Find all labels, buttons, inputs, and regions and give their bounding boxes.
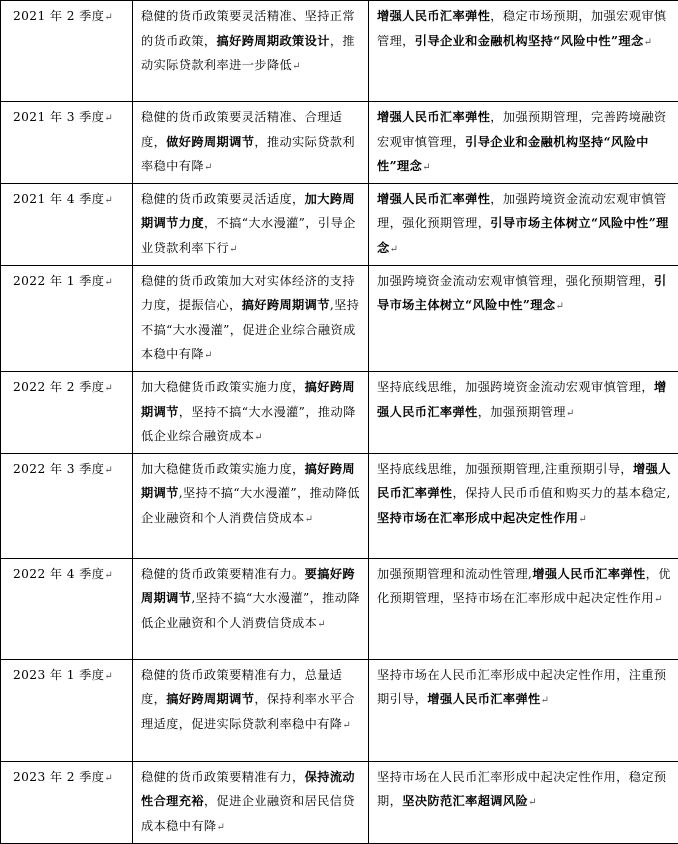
paragraph-mark: ↵ (528, 797, 537, 808)
quarter-label: 2023 年 1 季度 (13, 668, 104, 682)
table-row (1, 659, 678, 761)
paragraph-mark: ↵ (654, 594, 663, 605)
text-segment: ，稳定市场预期，加强宏观审慎管理， (377, 9, 667, 48)
text-segment: 坚持市场在人民币汇率形成中起决定性作用，稳定预期， (377, 770, 667, 809)
paragraph-mark: ↵ (292, 61, 301, 72)
bold-text-segment: 引导市场主体树立“风险中性”理念 (377, 216, 669, 255)
paragraph-mark: ↵ (644, 37, 653, 48)
quarter-label: 2022 年 4 季度 (13, 567, 104, 581)
bold-text-segment: 增强人民币汇率弹性 (377, 462, 671, 501)
bold-text-segment: 引导市场主体树立“风险中性”理念 (377, 274, 667, 313)
text-segment: ，加强预期管理，完善跨境融资宏观审慎管理， (377, 110, 667, 149)
quarter-label: 2021 年 2 季度 (13, 9, 104, 23)
exchange-rate-cell (369, 453, 678, 558)
bold-text-segment: 要搞好跨周期调节 (141, 567, 355, 606)
quarter-cell (1, 183, 133, 265)
text-segment: 稳健的货币政策加大对实体经济的支持力度，提振信心， (141, 274, 355, 313)
paragraph-mark: ↵ (305, 514, 314, 525)
paragraph-mark: ↵ (104, 773, 113, 784)
monetary-policy-cell (133, 453, 369, 558)
quarter-label: 2021 年 4 季度 (13, 192, 104, 206)
quarter-cell (1, 659, 133, 761)
quarter-cell (1, 102, 133, 184)
text-segment: ，加强预期管理 (478, 405, 566, 419)
paragraph-mark: ↵ (555, 301, 564, 312)
table-row (1, 102, 678, 184)
quarter-label: 2021 年 3 季度 (13, 110, 104, 124)
paragraph-mark: ↵ (342, 720, 351, 731)
paragraph-mark: ↵ (204, 162, 213, 173)
paragraph-mark: ↵ (229, 244, 238, 255)
quarter-label: 2022 年 2 季度 (13, 380, 104, 394)
bold-text-segment: 搞好跨周期调节 (166, 692, 254, 706)
exchange-rate-cell (369, 1, 678, 102)
quarter-label: 2022 年 3 季度 (13, 462, 104, 476)
bold-text-segment: 做好跨周期调节 (166, 135, 254, 149)
table-row (1, 183, 678, 265)
bold-text-segment: 增强人民币汇率弹性 (377, 380, 667, 419)
text-segment: ，优化预期管理，坚持市场在汇率形成中起决定性作用 (377, 567, 671, 606)
monetary-policy-cell (133, 1, 369, 102)
text-segment: 坚持底线思维，加强跨境资金流动宏观审慎管理， (377, 380, 654, 394)
bold-text-segment: 增强人民币汇率弹性 (377, 110, 490, 124)
text-segment: ,坚持不搞“大水漫灌”，推动降低企业融资和个人消费信贷成本 (141, 591, 360, 630)
bold-text-segment: 引导企业和金融机构坚持“风险中性”理念 (415, 34, 644, 48)
monetary-policy-cell (133, 183, 369, 265)
exchange-rate-cell (369, 102, 678, 184)
text-segment: 坚持底线思维，加强预期管理,注重预期引导， (377, 462, 633, 476)
text-segment: ，保持利率水平合理适度，促进实际贷款利率稳中有降 (141, 692, 355, 731)
exchange-rate-cell (369, 265, 678, 371)
bold-text-segment: 引导企业和金融机构坚持“风险中性”理念 (377, 135, 649, 174)
text-segment: ，不搞“大水漫灌”，引导企业贷款利率下行 (141, 216, 356, 255)
text-segment: ，推动实际贷款利率进一步降低 (141, 34, 355, 73)
monetary-policy-cell (133, 102, 369, 184)
text-segment: ，坚持不搞“大水漫灌”，推动降低企业综合融资成本 (141, 405, 356, 444)
paragraph-mark: ↵ (104, 671, 113, 682)
paragraph-mark: ↵ (217, 822, 226, 833)
monetary-policy-cell (133, 659, 369, 761)
monetary-policy-cell (133, 761, 369, 843)
paragraph-mark: ↵ (104, 113, 113, 124)
table-row (1, 265, 678, 371)
quarter-cell (1, 265, 133, 371)
bold-text-segment: 搞好跨周期政策设计 (217, 34, 330, 48)
paragraph-mark: ↵ (254, 432, 263, 443)
exchange-rate-cell (369, 659, 678, 761)
text-segment: 加强预期管理和流动性管理, (377, 567, 532, 581)
paragraph-mark: ↵ (104, 383, 113, 394)
text-segment: ，保持人民币币值和购买力的基本稳定, (453, 486, 671, 500)
paragraph-mark: ↵ (104, 465, 113, 476)
text-segment: ,坚持不搞“大水漫灌”，推动降低企业融资和个人消费信贷成本 (141, 486, 360, 525)
monetary-policy-cell (133, 265, 369, 371)
bold-text-segment: 增强人民币汇率弹性 (427, 692, 540, 706)
paragraph-mark: ↵ (104, 195, 113, 206)
bold-text-segment: 搞好跨周期调节 (141, 380, 355, 419)
table-body (1, 1, 678, 844)
bold-text-segment: 坚持市场在汇率形成中起决定性作用 (377, 511, 578, 525)
paragraph-mark: ↵ (317, 619, 326, 630)
text-segment: 稳健的货币政策要灵活精准、合理适度， (141, 110, 342, 149)
quarter-label: 2023 年 2 季度 (13, 770, 104, 784)
exchange-rate-cell (369, 183, 678, 265)
text-segment: ，促进企业融资和居民信贷成本稳中有降 (141, 794, 355, 833)
bold-text-segment: 增强人民币汇率弹性 (532, 567, 645, 581)
exchange-rate-cell (369, 558, 678, 659)
quarter-cell (1, 371, 133, 453)
text-segment: 加大稳健货币政策实施力度， (141, 462, 305, 476)
text-segment: 加强跨境资金流动宏观审慎管理，强化预期管理， (377, 274, 654, 288)
text-segment: ,坚持不搞“大水漫灌”，促进企业综合融资成本稳中有降 (141, 298, 359, 361)
bold-text-segment: 搞好跨周期调节 (141, 462, 355, 501)
monetary-policy-cell (133, 558, 369, 659)
text-segment: 稳健的货币政策要灵活适度， (141, 192, 305, 206)
quarter-label: 2022 年 1 季度 (13, 274, 104, 288)
paragraph-mark: ↵ (578, 514, 587, 525)
text-segment: 坚持市场在人民币汇率形成中起决定性作用，注重预期引导， (377, 668, 667, 707)
exchange-rate-cell (369, 371, 678, 453)
monetary-policy-cell (133, 371, 369, 453)
table-row (1, 1, 678, 102)
quarter-cell (1, 453, 133, 558)
paragraph-mark: ↵ (104, 570, 113, 581)
bold-text-segment: 增强人民币汇率弹性 (377, 192, 490, 206)
paragraph-mark: ↵ (422, 162, 431, 173)
bold-text-segment: 搞好跨周期调节 (242, 298, 330, 312)
paragraph-mark: ↵ (204, 350, 213, 361)
text-segment: 稳健的货币政策要精准有力。 (141, 567, 305, 581)
bold-text-segment: 保持流动性合理充裕 (141, 770, 355, 809)
text-segment: ，推动实际贷款利率稳中有降 (141, 135, 355, 174)
paragraph-mark: ↵ (566, 408, 575, 419)
table-row (1, 558, 678, 659)
bold-text-segment: 加大跨周期调节力度 (141, 192, 355, 231)
paragraph-mark: ↵ (104, 277, 113, 288)
bold-text-segment: 坚决防范汇率超调风险 (402, 794, 528, 808)
text-segment: 稳健的货币政策要精准有力， (141, 770, 305, 784)
exchange-rate-cell (369, 761, 678, 843)
paragraph-mark: ↵ (104, 12, 113, 23)
table-row (1, 371, 678, 453)
text-segment: ，加强跨境资金流动宏观审慎管理，强化预期管理， (377, 192, 667, 231)
table-row (1, 453, 678, 558)
text-segment: 稳健的货币政策要精准有力，总量适度， (141, 668, 342, 707)
bold-text-segment: 增强人民币汇率弹性 (377, 9, 490, 23)
quarter-cell (1, 558, 133, 659)
paragraph-mark: ↵ (541, 695, 550, 706)
text-segment: 加大稳健货币政策实施力度， (141, 380, 305, 394)
text-segment: 稳健的货币政策要灵活精准、坚持正常的货币政策， (141, 9, 355, 48)
quarter-cell (1, 1, 133, 102)
table-row (1, 761, 678, 843)
paragraph-mark: ↵ (390, 244, 399, 255)
quarter-cell (1, 761, 133, 843)
